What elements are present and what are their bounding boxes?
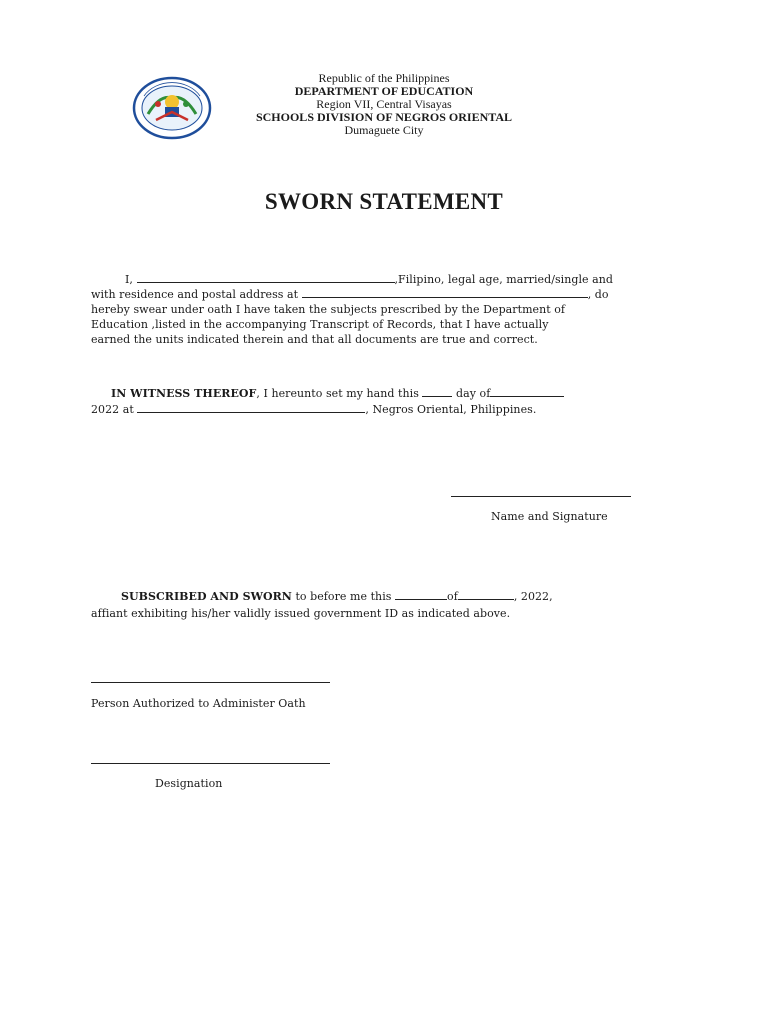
subscribed-year: , 2022, [513, 590, 553, 603]
statement-line-4: Education ,listed in the accompanying Transcript of Records, that I have actually [91, 318, 549, 331]
place-blank[interactable] [137, 402, 365, 413]
month-blank[interactable] [490, 386, 564, 397]
witness-day-of: day of [456, 387, 491, 400]
witness-lead: IN WITNESS THEREOF [111, 387, 257, 400]
document-title: SWORN STATEMENT [264, 189, 504, 214]
header-region: Region VII, Central Visayas [316, 97, 452, 111]
name-blank[interactable] [137, 272, 395, 283]
witness-place-suffix: , Negros Oriental, Philippines. [365, 403, 537, 416]
statement-line-3: hereby swear under oath I have taken the subjects prescribed by the Department of [91, 303, 566, 316]
oath-officer-line[interactable] [91, 682, 330, 683]
witness-line-1 [111, 386, 711, 401]
subscribed-lead: SUBSCRIBED AND SWORN [121, 590, 292, 603]
witness-year-at: 2022 at [91, 403, 134, 416]
designation-line[interactable] [91, 763, 330, 764]
designation-caption: Designation [155, 777, 223, 790]
statement-line-5: earned the units indicated therein and that all documents are true and correct. [91, 333, 538, 346]
signature-caption: Name and Signature [491, 510, 608, 523]
witness-text-1: , I hereunto set my hand this [256, 387, 419, 400]
oath-officer-caption: Person Authorized to Administer Oath [91, 697, 306, 710]
statement-pronoun: I, [125, 273, 133, 286]
subscribed-line-2: affiant exhibiting his/her validly issued government ID as indicated above. [91, 607, 511, 620]
signature-line[interactable] [451, 496, 631, 497]
sworn-day-blank[interactable] [395, 589, 447, 600]
header-department: DEPARTMENT OF EDUCATION [294, 84, 474, 98]
statement-do: , do [587, 288, 609, 301]
subscribed-line-1 [121, 589, 721, 604]
witness-line-2 [91, 402, 691, 417]
statement-line-2 [91, 287, 691, 302]
sworn-month-blank[interactable] [458, 589, 514, 600]
statement-line-1 [125, 272, 725, 287]
statement-address-label: with residence and postal address at [91, 288, 299, 301]
day-blank[interactable] [422, 386, 452, 397]
address-blank[interactable] [302, 287, 588, 298]
header-republic: Republic of the Philippines [318, 71, 450, 85]
statement-civil-status: ,Filipino, legal age, married/single and [394, 273, 613, 286]
subscribed-text-1: to before me this [291, 590, 392, 603]
header-city: Dumaguete City [344, 123, 424, 137]
subscribed-of: of [447, 590, 458, 603]
header-division: SCHOOLS DIVISION OF NEGROS ORIENTAL [255, 110, 513, 124]
